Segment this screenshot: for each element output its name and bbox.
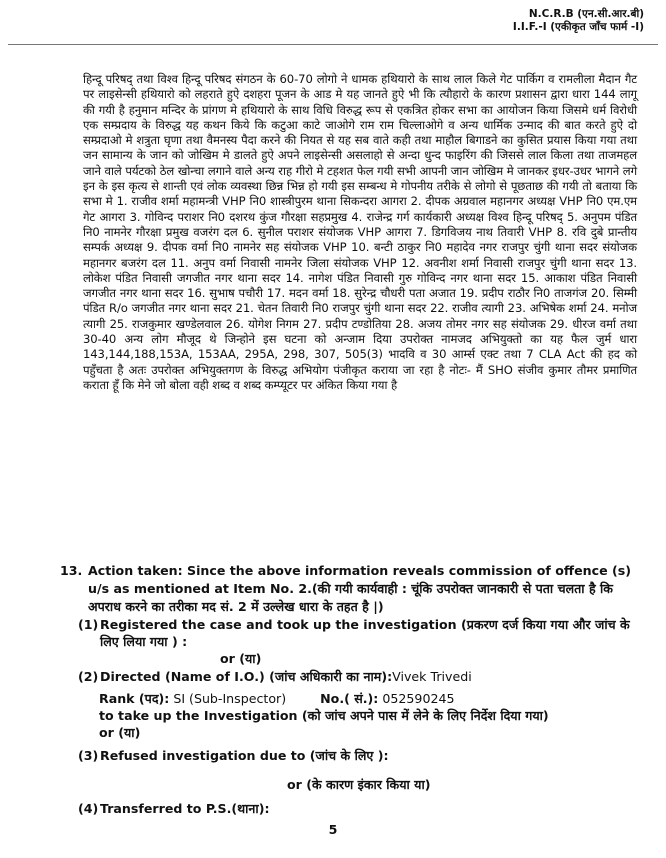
item-2-or: or (या) [99, 725, 141, 740]
section-13-number: 13. [60, 563, 83, 578]
item-1-registered [78, 616, 638, 667]
item-4-number: (4) [78, 801, 99, 816]
officer-no-label: No.( सं.): [320, 691, 379, 706]
rank-value: SI (Sub-Inspector) [173, 691, 287, 706]
officer-no-value: 052590245 [382, 691, 455, 706]
item-2-number: (2) [78, 669, 99, 684]
item-4-text: Transferred to P.S.(थाना): [100, 801, 270, 816]
header-iif: I.I.F.-I (एकीकृत जाँच फार्म -I) [512, 21, 644, 33]
item-3-text: Refused investigation due to (जांच के लिए ): [100, 748, 389, 763]
take-up-text: to take up the Investigation (को जांच अपने पास में लेने के लिए निर्देश दिया गया) [99, 708, 549, 723]
item-3-or: or (के कारण इंकार किया या) [287, 777, 431, 792]
take-up-investigation [99, 707, 639, 741]
item-2-label: Directed (Name of I.O.) (जांच अधिकारी का नाम): [100, 669, 393, 684]
item-1-number: (1) [78, 617, 99, 632]
header-ncrb: N.C.R.B (एन.सी.आर.बी) [528, 8, 644, 20]
item-2-directed [78, 668, 638, 685]
section-13-text: Action taken: Since the above information reveals commission of offence (s) u/s as mentioned at Item No. 2.(की गयी कार्यवाही : चूंकि उपरोक्त जानकारी से पता चलता है कि अपराध करने का तरीका मद सं. 2 में उल्लेख धारा के तहत है |) [88, 563, 632, 614]
form-header [513, 8, 644, 34]
section-13-action-taken [60, 562, 646, 616]
page-number: 5 [328, 822, 338, 837]
item-3-number: (3) [78, 748, 99, 763]
item-2-line [100, 668, 638, 685]
header-divider [8, 44, 658, 45]
rank-line [99, 690, 455, 707]
narrative-section [83, 72, 637, 393]
item-1-or: or (या) [220, 651, 262, 666]
rank-label: Rank (पद): [99, 691, 170, 706]
item-4-transferred [78, 800, 638, 817]
io-name-value: Vivek Trivedi [392, 669, 472, 684]
item-1-text: Registered the case and took up the investigation (प्रकरण दर्ज किया गया और जांच के लिए लिया गया ) : [100, 617, 630, 649]
item-3-refused [78, 747, 638, 764]
narrative-text: हिन्दू परिषद् तथा विश्व हिन्दू परिषद संगठन के 60-70 लोगो ने धामक हथियारो के साथ लाल किले गेट पार्किग व रामलीला मैदान गैट पर लाइसेन्सी हथियारो को लहराते हुऐ दशहरा पूजन के आड मे यह जानते हुऐ भी कि त्यौहारो के कारण प्रशासन द्वारा धारा 144 लागू की गयी है हनुमान मन्दिर के प्रांगण मे हथियारो के साथ विधि विरुद्ध रूप से एकत्रित होकर सभा का आयोजन किया जिसमे धर्म विरोधी एक सम्प्रदाय के विरुद्ध यह कथन किये कि कटुआ काटे जाओगे राम राम चिल्लाओगे व अन्य धार्मिक उन्माद की बात करते हुऐ दो सम्प्रदाओ मे शत्रुता घृणा तथा वैमनस्य पैदा करने की नियत से यह सब वाते कही तथा माहौल बिगाडने का कुसित प्रयास किया गया तथा जन सामान्य के जान को जोखिम मे डालते हुऐ अपने लाइसेन्सी असलाहो से अन्दा धुन्द फाइरिंग की जिससे लाल किला तथा ताजमहल जाने वाले पर्यटको ठेल खोन्चा लगाने वाले अन्य राह गीरो मे टहशत फेल गयी सभी आपनी जान जोखिम मे जानकर इधर-उधर भागने लगे इन के इस कृत्य से शान्ती एवं लोक व्यवस्था छिन्न भिन्न हो गयी इस सम्बन्ध मे गोपनीय तरीके से लोगो से पूछताछ की गयी तो बताया कि सभा मे 1. राजीव शर्मा महामन्त्री VHP नि0 शास्त्रीपुरम थाना सिकन्दरा आगरा 2. दीपक अग्रवाल महानगर अध्यक्ष VHP नि0 एम.एम गेट आगरा 3. गोविन्द पराशर नि0 दशरथ कुंज गौरक्षा सहप्रमुख 4. राजेन्द्र गर्ग कार्यकारी अध्यक्ष विश्व हिन्दू परिषद् 5. अनुपम पंडित नि0 नामनेर गौरक्षा प्रमुख वजरंग दल 6. सुनील पराशर संयोजक VHP आगरा 7. डिगविजय नाथ तिवारी VHP 8. रवि दुबे प्रान्तीय सम्पर्क अध्यक्ष 9. दीपक वर्मा नि0 नामनेर सह संयोजक VHP 10. बन्टी ठाकुर नि0 महादेव नगर राजपुर चुंगी थाना सदर संयोजक महानगर बजरंग दल 11. अनुप वर्मा निवासी नामनेर जिला संयोजक VHP 12. अवनीश शर्मा निवासी राजपुर चुंगी थाना सदर 13. लोकेश पंडित निवासी जगजीत नगर थाना सदर 14. नागेश पंडित निवासी गुरु गोविन्द नगर थाना सदर 15. आकाश पंडित निवासी जगजीत नगर थाना सदर 16. सुभाष पचौरी 17. मदन वर्मा 18. सुरेन्द्र चौधरी पता अजात 19. प्रदीप राठौर नि0 ताजगंज 20. सिम्मी पंडित R/o जगजीत नगर थाना सदर 21. चेतन तिवारी नि0 राजपुर चुंगी थाना सदर 22. राजीव त्यागी 23. अभिषेक शर्मा 24. मनोज त्यागी 25. राजकुमार खण्डेलवाल 26. योगेश निगम 27. प्रदीप टण्डोतिया 28. अजय तोमर नगर सह संयोजक 29. धीरज वर्मा तथा 30-40 अन्य लोग मौजूद थे जिन्होने इस घटना को अन्जाम दिया उपरोक्त नामजद अभियुक्तो का यह फैल जुर्म धारा 143,144,188,153A, 153AA, 295A, 298, 307, 505(3) भादवि व 30 आर्म्स एक्ट तथा 7 CLA Act की हद को पहुँचता है अतः उपरोक्त अभियुक्तगण के विरुद्ध अभियोग पंजीकृत कराया जा रहा है नोटः- मैं SHO संजीव कुमार तौमर प्रमाणित कराता हूँ कि मेने जो बोला वही शब्द व शब्द कम्प्यूटर पर अंकित किया गया है [83, 72, 637, 392]
